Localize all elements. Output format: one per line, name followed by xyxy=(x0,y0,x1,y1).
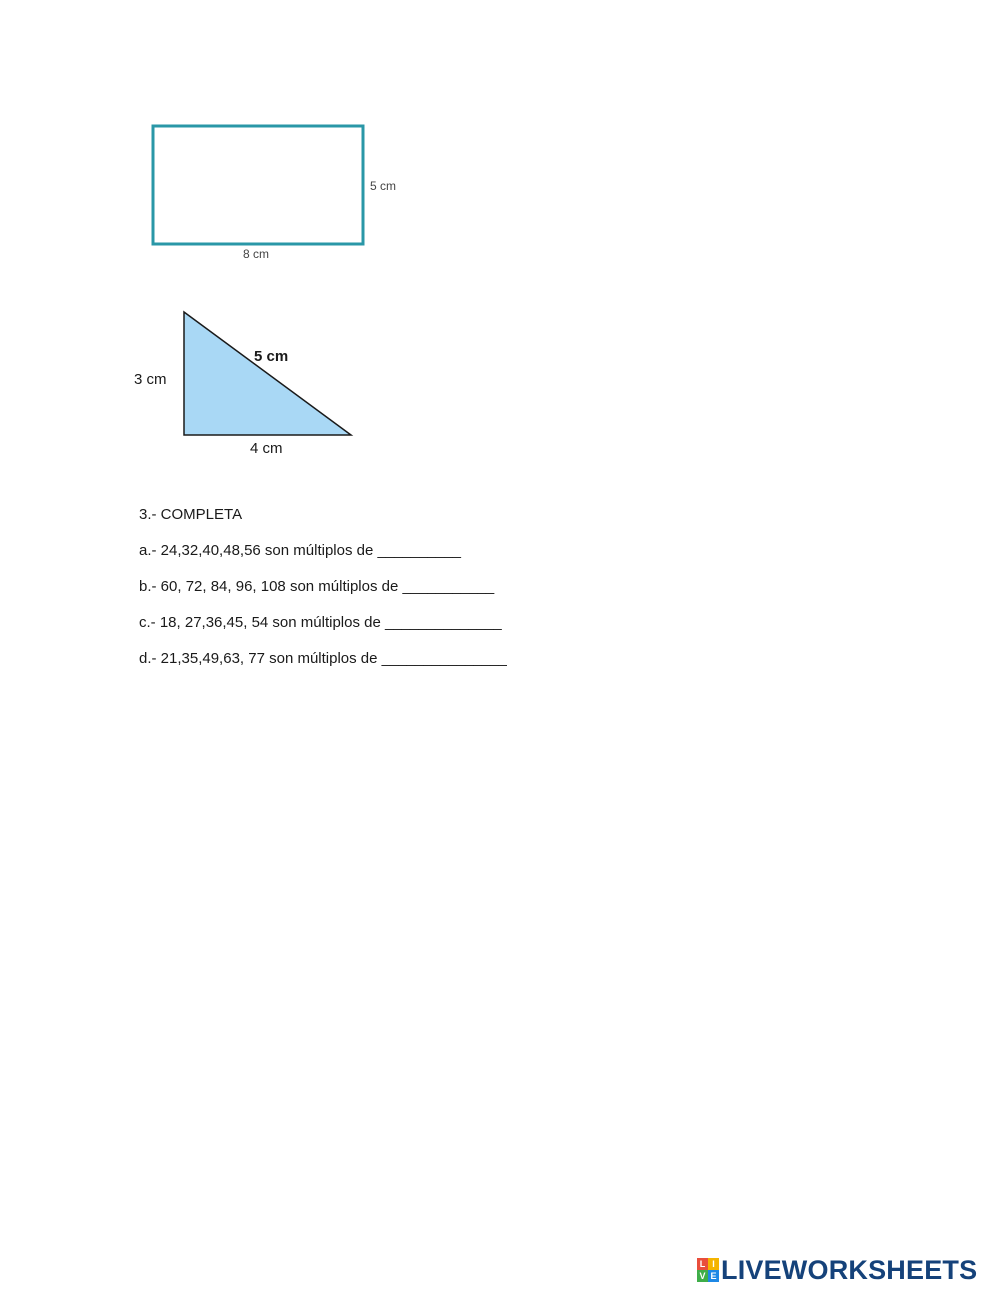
liveworksheets-logo xyxy=(697,1253,977,1287)
rectangle-height-label: 5 cm xyxy=(370,179,397,193)
exercise-item-a: a.- 24,32,40,48,56 son múltiplos de __________ xyxy=(139,542,461,559)
exercise-item-b: b.- 60, 72, 84, 96, 108 son múltiplos de ___________ xyxy=(139,578,495,595)
logo-letter-i: I xyxy=(708,1258,719,1270)
logo-letter-e: E xyxy=(708,1270,719,1282)
liveworksheets-logo-text: LIVEWORKSHEETS xyxy=(721,1254,978,1285)
triangle-height-label: 3 cm xyxy=(134,371,167,388)
liveworksheets-logo-mark xyxy=(697,1258,719,1282)
exercise-item-d: d.- 21,35,49,63, 77 son múltiplos de _______________ xyxy=(139,650,507,667)
rectangle-width-label: 8 cm xyxy=(243,247,270,261)
rectangle-figure xyxy=(140,110,420,270)
rectangle-shape xyxy=(153,126,363,244)
triangle-figure xyxy=(130,300,380,470)
triangle-base-label: 4 cm xyxy=(250,440,283,457)
exercise-section xyxy=(139,505,739,685)
exercise-item-c: c.- 18, 27,36,45, 54 son múltiplos de ______________ xyxy=(139,614,502,631)
exercise-heading: 3.- COMPLETA xyxy=(139,506,243,523)
triangle-shape xyxy=(184,312,351,435)
logo-letter-l: L xyxy=(697,1258,708,1270)
triangle-hypotenuse-label: 5 cm xyxy=(254,348,289,365)
logo-letter-v: V xyxy=(697,1270,708,1282)
